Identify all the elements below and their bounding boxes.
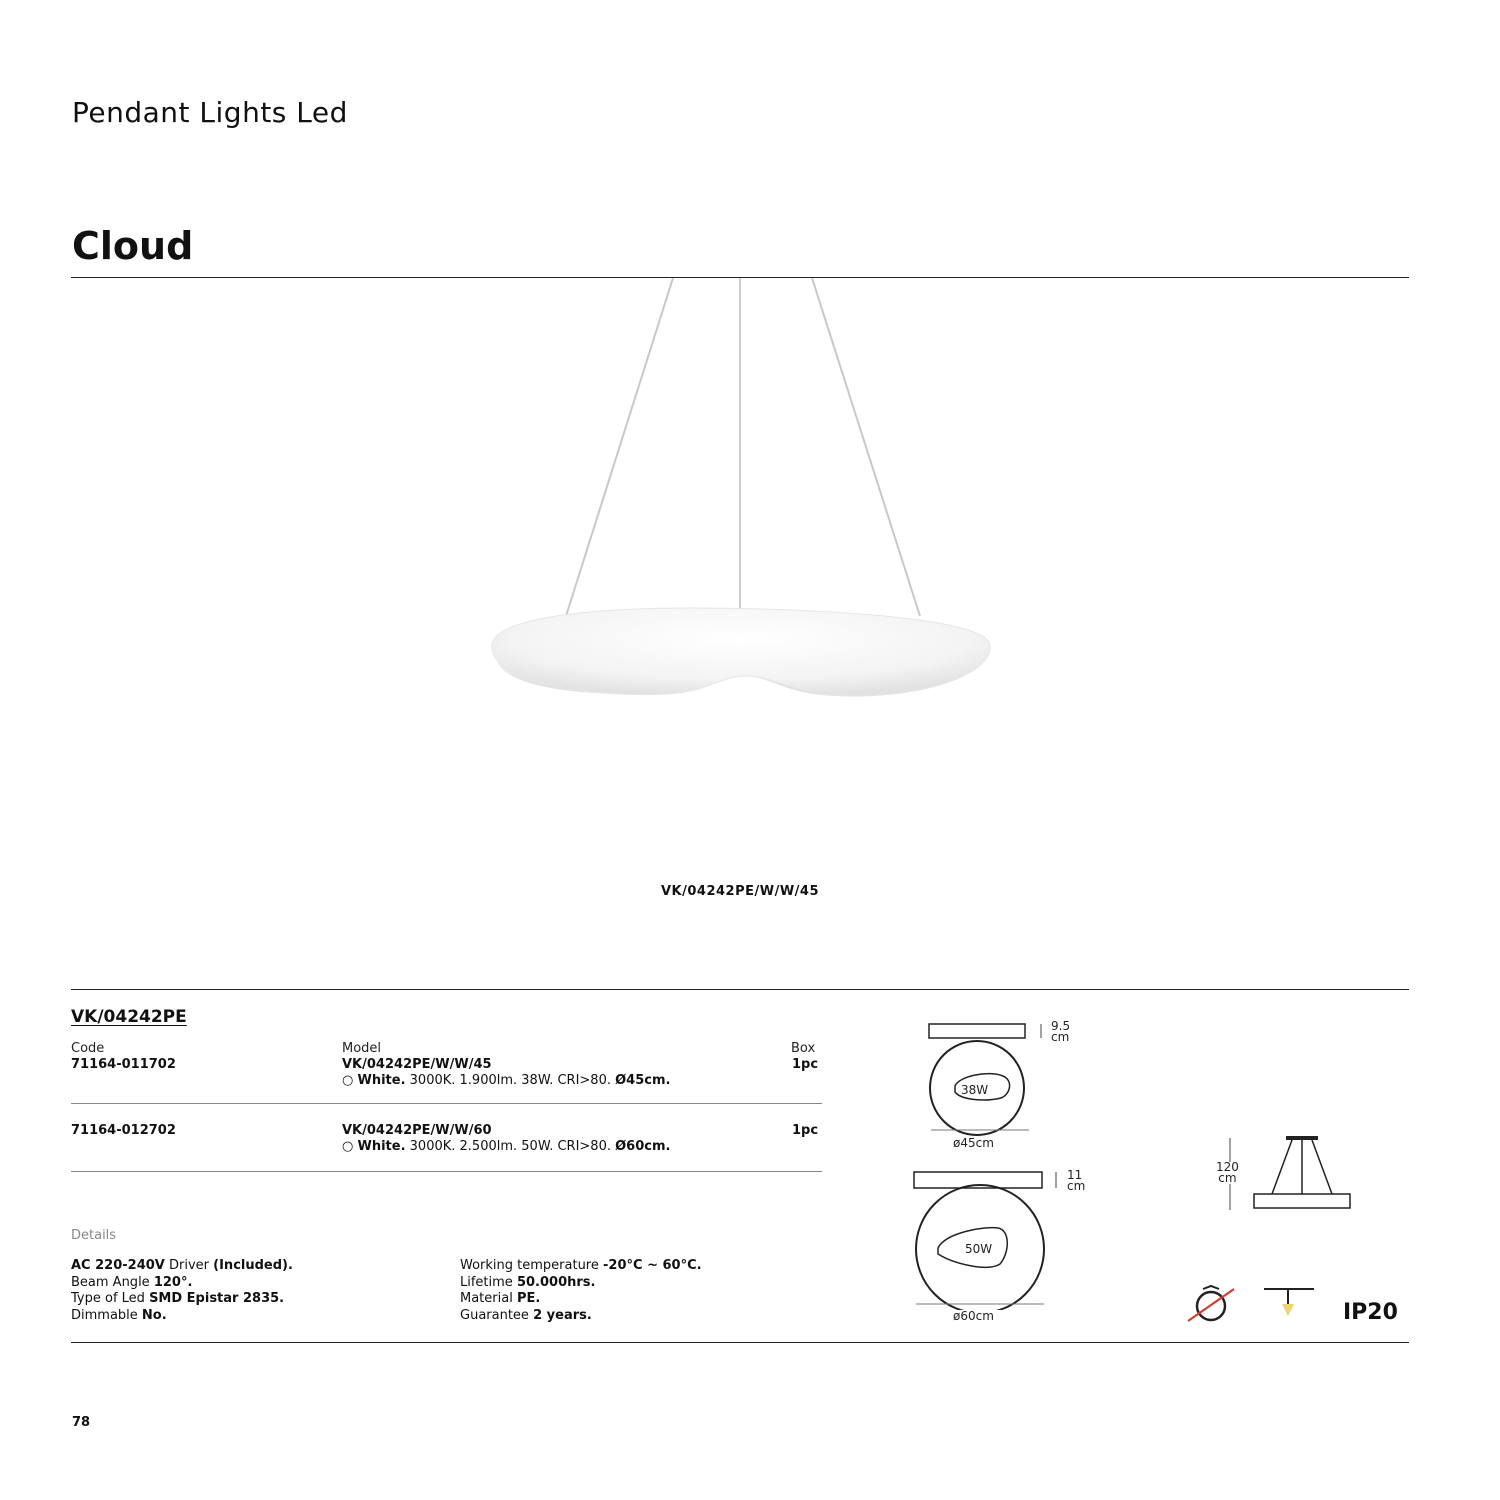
lamp-shade [492,608,990,696]
column-header-box: Box [791,1041,816,1056]
column-header-model: Model [342,1041,382,1056]
row-divider [71,1103,822,1104]
details-right [460,1258,702,1324]
details-left [71,1258,293,1324]
detail-dimmable: Dimmable No. [71,1307,167,1323]
detail-lifetime: Lifetime 50.000hrs. [460,1274,596,1290]
row-1-model: VK/04242PE/W/W/45 [342,1057,492,1072]
watt-label-38w: 38W [961,1083,989,1097]
row-2-color: White. [357,1139,406,1154]
category-title: Pendant Lights Led [72,96,348,129]
suspension-cable-left [566,278,673,616]
diameter-label-60: ø60cm [953,1309,994,1323]
ip-rating: IP20 [1343,1300,1398,1325]
page-number: 78 [72,1415,91,1430]
detail-guarantee: Guarantee 2 years. [460,1307,592,1323]
product-photo [470,278,1010,708]
drawing-60cm [910,1168,1060,1310]
details-label: Details [71,1228,117,1243]
no-dimmer-icon [1186,1283,1238,1325]
row-1-description [342,1073,670,1088]
detail-beam-angle: Beam Angle 120°. [71,1274,193,1290]
row-2-size: Ø60cm. [615,1139,671,1154]
color-dot-icon: ○ [342,1073,354,1088]
product-family-code: VK/04242PE [71,1007,187,1027]
suspension-label: 120 cm [1216,1160,1239,1185]
pendant-mount-icon [1262,1286,1316,1320]
column-header-code: Code [71,1041,105,1056]
row-1-color: White. [357,1073,406,1088]
lamp-body [1254,1194,1350,1208]
cable-right [1312,1140,1332,1194]
row-1-box: 1pc [792,1057,819,1072]
row-1-size: Ø45cm. [615,1073,671,1088]
color-dot-icon: ○ [342,1139,354,1154]
ceiling-canopy [1286,1136,1318,1140]
watt-label-50w: 50W [965,1242,993,1256]
photo-caption: VK/04242PE/W/W/45 [660,884,820,899]
detail-driver: AC 220-240V Driver (Included). [71,1258,293,1273]
suspension-drawing [1226,1134,1356,1214]
product-title: Cloud [72,224,194,268]
specs-divider [71,989,1409,990]
row-2-model: VK/04242PE/W/W/60 [342,1123,492,1138]
height-label-60: 11 cm [1067,1168,1086,1193]
side-profile-45 [929,1024,1025,1038]
row-1-props: 3000K. 1.900lm. 38W. CRI>80. [409,1073,611,1088]
row-2-props: 3000K. 2.500lm. 50W. CRI>80. [409,1139,611,1154]
detail-led-type: Type of Led SMD Epistar 2835. [71,1291,285,1306]
height-label-45: 9.5 cm [1051,1019,1071,1044]
row-2-description [342,1139,670,1154]
row-2-box: 1pc [792,1123,819,1138]
row-2-code: 71164-012702 [71,1123,176,1138]
detail-material: Material PE. [460,1291,541,1306]
footer-divider [71,1342,1409,1343]
drawing-45cm [925,1018,1045,1138]
cable-left [1272,1140,1292,1194]
diameter-label-45: ø45cm [953,1136,994,1150]
suspension-cable-right [812,278,920,616]
detail-working-temperature: Working temperature -20°C ~ 60°C. [460,1258,702,1273]
row-divider [71,1171,822,1172]
row-1-code: 71164-011702 [71,1057,176,1072]
